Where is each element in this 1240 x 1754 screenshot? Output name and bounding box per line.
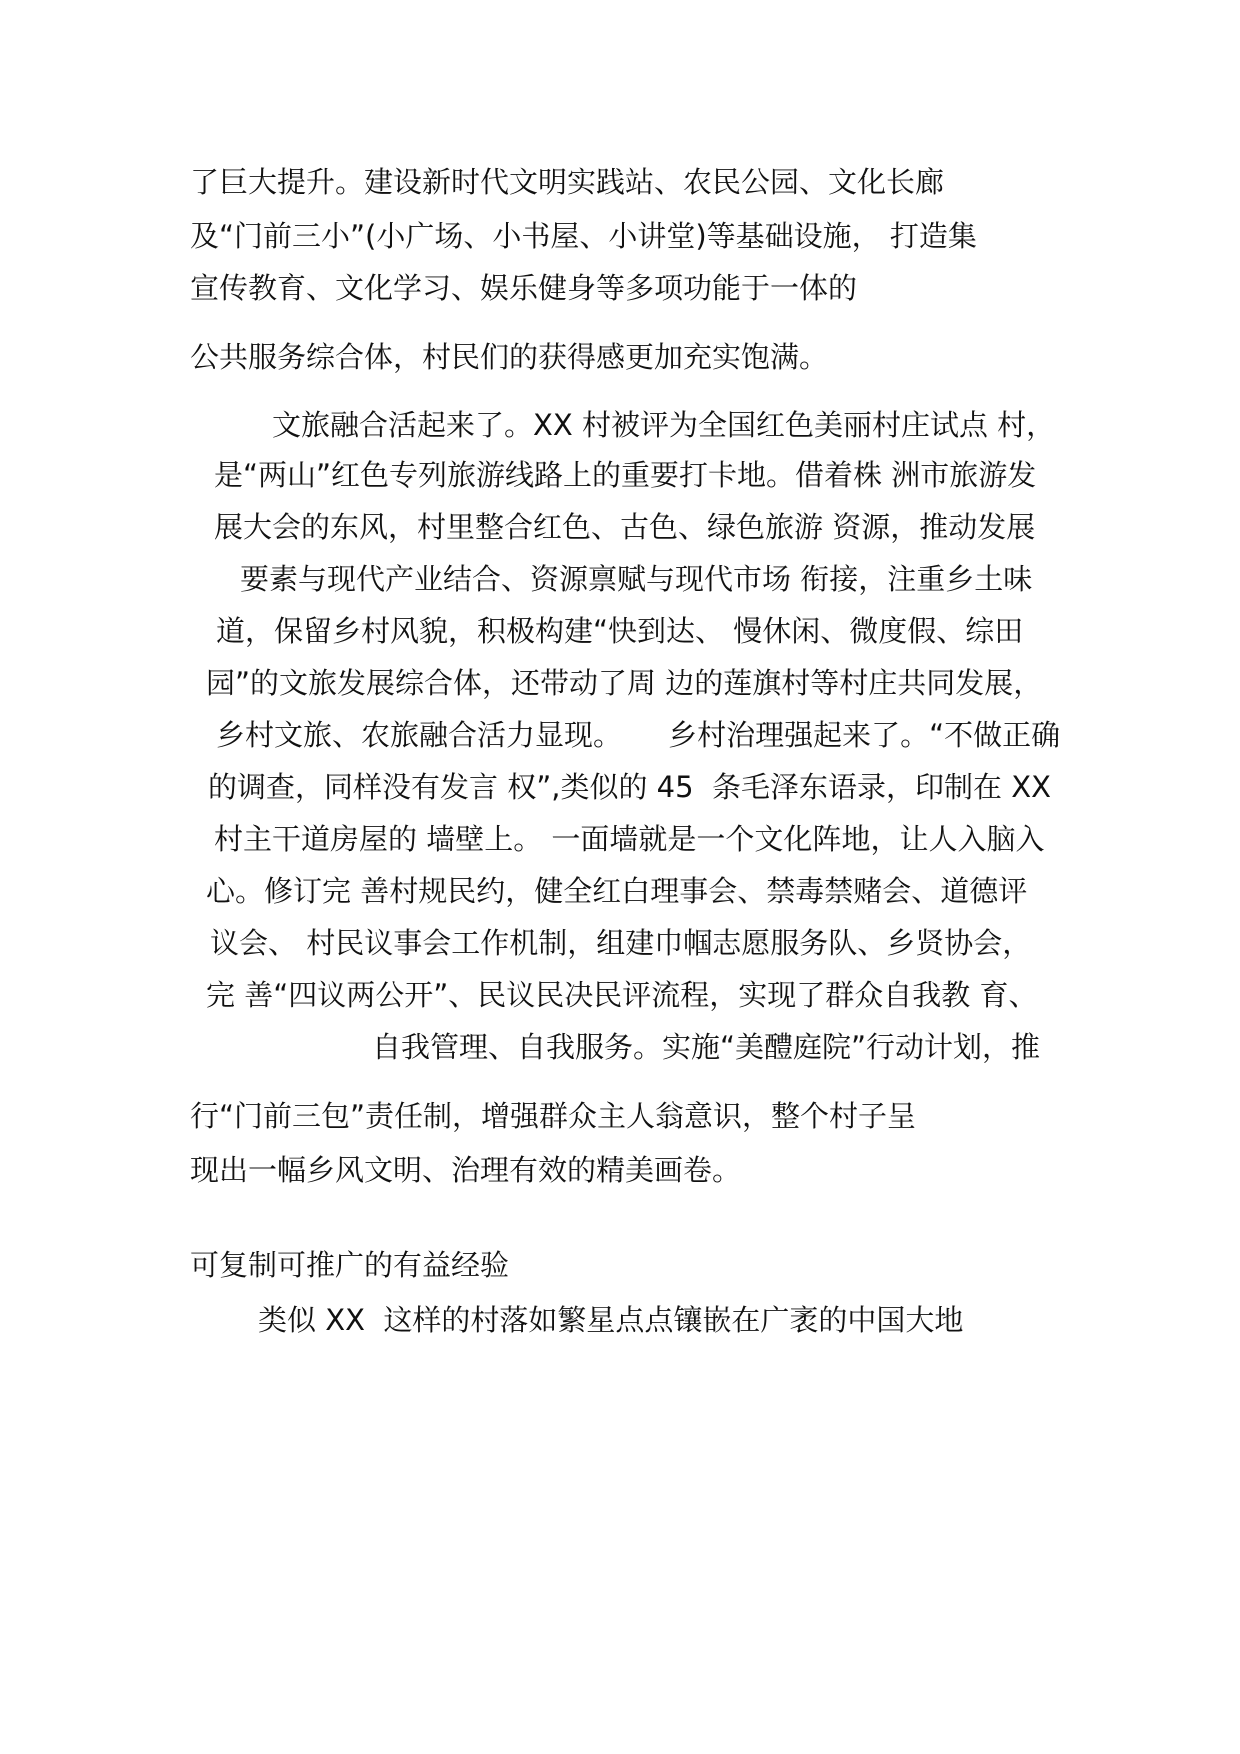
paragraph-line: 现出一幅乡风文明、治理有效的精美画卷。 [190,1153,742,1187]
paragraph-line: 宣传教育、文化学习、娱乐健身等多项功能于一体的 [190,271,858,305]
paragraph-line: 展大会的东风，村里整合红色、古色、绿色旅游 资源，推动发展 [214,510,1036,544]
paragraph-line: 要素与现代产业结合、资源禀赋与现代市场 衔接，注重乡土味 [240,562,1033,596]
paragraph-line: 道，保留乡村风貌，积极构建“快到达、 慢休闲、微度假、综田 [216,614,1024,648]
section-heading: 可复制可推广的有益经验 [190,1248,510,1282]
paragraph-line: 行“门前三包”责任制，增强群众主人翁意识，整个村子呈 [190,1099,917,1133]
paragraph-line: 类似 XX 这样的村落如繁星点点镶嵌在广袤的中国大地 [258,1303,964,1337]
paragraph-line: 议会、 村民议事会工作机制，组建巾帼志愿服务队、乡贤协会， [210,926,1032,960]
paragraph-line: 了巨大提升。建设新时代文明实践站、农民公园、文化长廊 [190,165,945,199]
paragraph-line: 自我管理、自我服务。实施“美醴庭院”行动计划，推 [372,1030,1041,1064]
paragraph-line: 园”的文旅发展综合体，还带动了周 边的莲旗村等村庄共同发展， [206,666,1043,700]
paragraph-line: 是“两山”红色专列旅游线路上的重要打卡地。借着株 洲市旅游发 [214,458,1037,492]
paragraph-line: 文旅融合活起来了。XX 村被评为全国红色美丽村庄试点 村， [272,408,1056,442]
paragraph-line: 完 善“四议两公开”、民议民决民评流程，实现了群众自我教 育、 [206,978,1038,1012]
paragraph-line: 的调查，同样没有发言 权”,类似的 45 条毛泽东语录，印制在 XX [208,770,1051,804]
paragraph-line: 及“门前三小”(小广场、小书屋、小讲堂)等基础设施， 打造集 [190,219,977,253]
paragraph-line: 心。修订完 善村规民约，健全红白理事会、禁毒禁赌会、道德评 [206,874,1028,908]
paragraph-line: 村主干道房屋的 墙壁上。 一面墙就是一个文化阵地，让人入脑入 [214,822,1045,856]
paragraph-line: 乡村文旅、农旅融合活力显现。 乡村治理强起来了。“不做正确 [216,718,1061,752]
paragraph-line: 公共服务综合体，村民们的获得感更加充实饱满。 [190,340,829,374]
